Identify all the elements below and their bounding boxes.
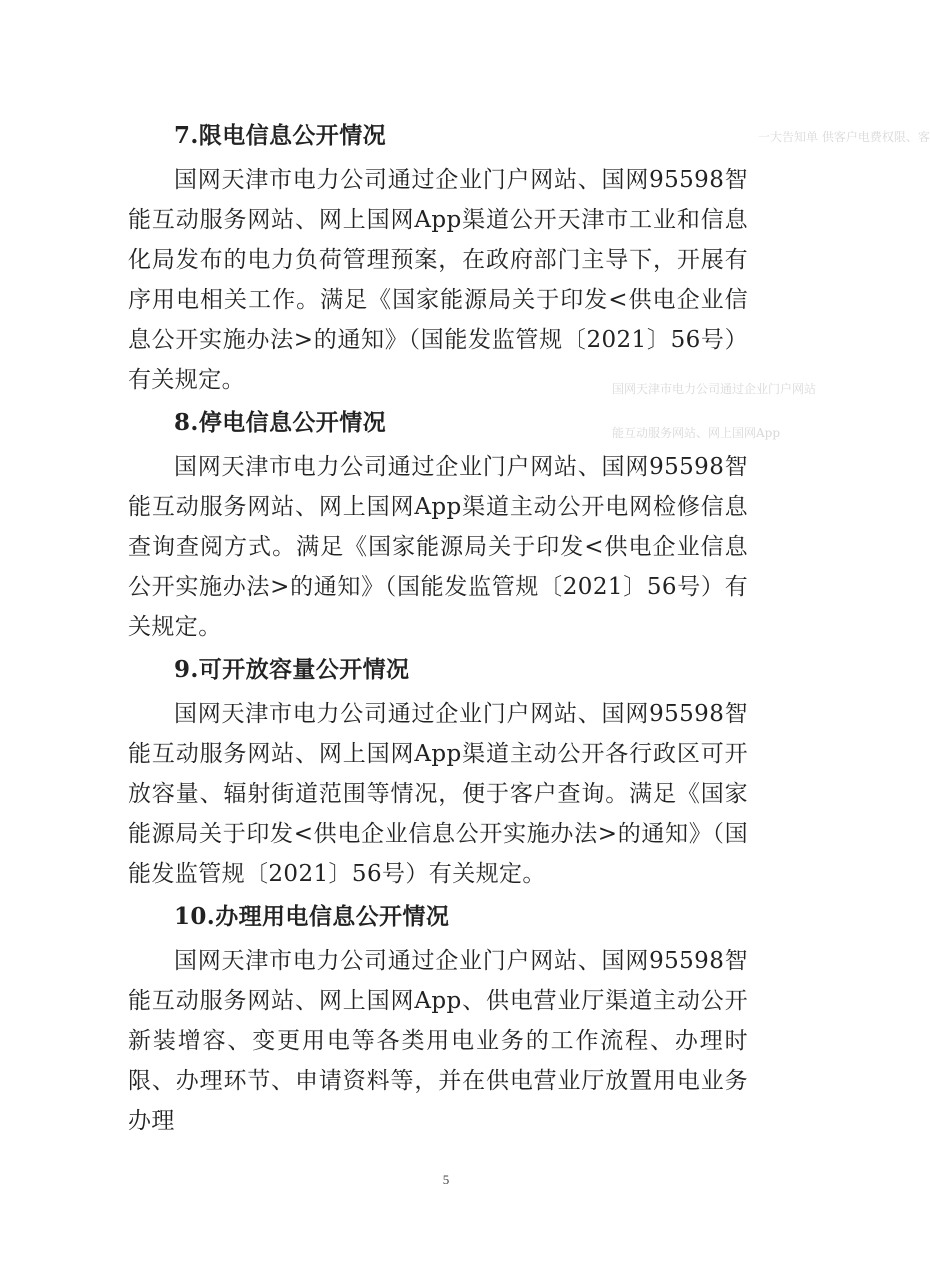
bleed-through-text: 能互动服务网站、网上国网App [612,426,781,440]
section-heading: 7.限电信息公开情况 [174,122,387,149]
section-paragraph: 国网天津市电力公司通过企业门户网站、国网95598智能互动服务网站、网上国网App渠道公开天津市工业和信息化局发布的电力负荷管理预案，在政府部门主导下，开展有序用电相关工作。满足《国家能源局关于印发<供电企业信息公开实施办法>的通知》（国能发监管规〔2021〕56号）有关规定。 [128,167,748,393]
section-heading: 8.停电信息公开情况 [174,409,387,436]
bleed-through-text: 国网天津市电力公司通过企业门户网站 [612,382,817,396]
section-paragraph: 国网天津市电力公司通过企业门户网站、国网95598智能互动服务网站、网上国网App渠道主动公开电网检修信息查询查阅方式。满足《国家能源局关于印发<供电企业信息公开实施办法>的通知》（国能发监管规〔2021〕56号）有关规定。 [128,454,748,640]
section-paragraph: 国网天津市电力公司通过企业门户网站、国网95598智能互动服务网站、网上国网App、供电营业厅渠道主动公开新装增容、变更用电等各类用电业务的工作流程、办理时限、办理环节、申请资料等，并在供电营业厅放置用电业务办理 [128,948,748,1134]
bleed-through-text: 一大告知单 供客户电费权限、客 [758,130,930,144]
section-paragraph: 国网天津市电力公司通过企业门户网站、国网95598智能互动服务网站、网上国网App渠道主动公开各行政区可开放容量、辐射街道范围等情况，便于客户查询。满足《国家能源局关于印发<供电企业信息公开实施办法>的通知》（国能发监管规〔2021〕56号）有关规定。 [128,701,748,887]
section-7 [128,116,817,400]
document-body [128,116,817,1144]
section-8 [128,403,781,647]
page-number: 5 [442,1172,450,1187]
section-heading: 10.办理用电信息公开情况 [174,903,450,930]
section-10 [128,897,748,1141]
section-heading: 9.可开放容量公开情况 [174,656,410,683]
section-9 [128,650,748,894]
